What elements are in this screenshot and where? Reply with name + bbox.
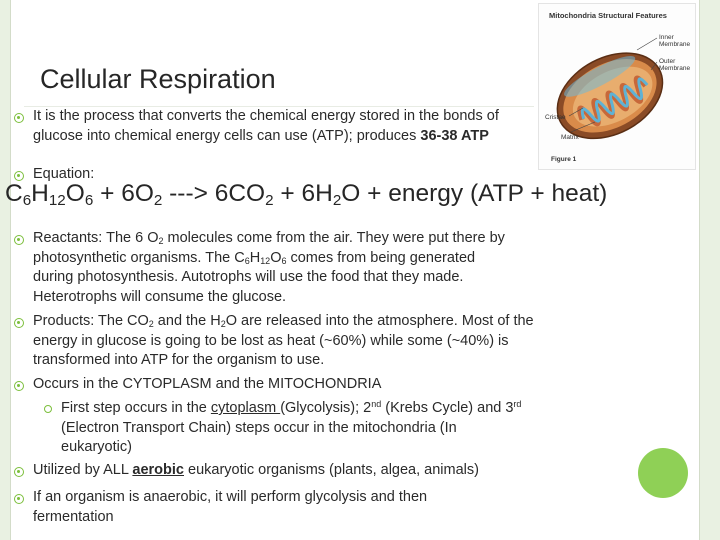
right-margin-line [699, 0, 700, 540]
right-margin-stripe [700, 0, 720, 540]
bullet-icon [14, 467, 24, 477]
sub-bullet-icon [44, 405, 52, 413]
steps-text: First step occurs in the cytoplasm (Glycolysis); 2nd (Krebs Cycle) and 3rd (Electron Transport Chain) steps occur in the mitochondria (In eukaryotic) [61, 399, 522, 455]
cristae-label: Cristae [545, 114, 566, 121]
bullet-icon [14, 235, 24, 245]
bullet-icon [14, 381, 24, 391]
outer-membrane-label: Outer Membrane [659, 58, 691, 72]
left-margin-line [10, 0, 11, 540]
bullet-icon [14, 318, 24, 328]
respiration-equation: $C_6H_{12}O_6 + 6O_2$ ---> $6CO_2 + 6H_2O$ + energy (ATP + heat) [5, 180, 608, 209]
anaerobic-text: If an organism is anaerobic, it will perform glycolysis and then fermentation [33, 489, 428, 525]
figure-caption: Figure 1 [551, 156, 577, 163]
bullet-icon [14, 113, 24, 123]
bullet-icon [14, 494, 24, 504]
definition-text: It is the process that converts the chemical energy stored in the bonds of glucose into chemical energy cells can use (ATP); produces 36-38 ATP [33, 108, 499, 144]
location-text: Occurs in the CYTOPLASM and the MITOCHONDRIA [33, 376, 382, 392]
slide-title: Cellular Respiration [40, 64, 276, 94]
matrix-label: Matrix [561, 134, 579, 141]
inner-membrane-label: Inner Membrane [659, 34, 691, 48]
figure-title: Mitochondria Structural Features [549, 11, 667, 20]
decorative-circle [638, 448, 688, 498]
mitochondria-illustration [539, 4, 697, 171]
utilized-text: Utilized by ALL aerobic eukaryotic organisms (plants, algea, animals) [33, 462, 479, 478]
left-margin-stripe [0, 0, 10, 540]
reactants-text: Reactants: The 6 $O_2$ molecules come from the air. They were put there by photosynthetic organisms. The $C_6H_{12}O_6$ comes from being generated during photosynthesis. Autotrophs will use the food that they made. Heterotrophs will consume the glucose. [33, 230, 505, 305]
products-text: Products: The $CO_2$ and the $H_2O$ are released into the atmosphere. Most of the energy in glucose is going to be lost as heat (~60%) while some (~40%) is transformed into ATP for the organism to use. [33, 313, 534, 368]
mitochondria-figure [538, 3, 696, 170]
equation-label: Equation: [33, 166, 95, 182]
